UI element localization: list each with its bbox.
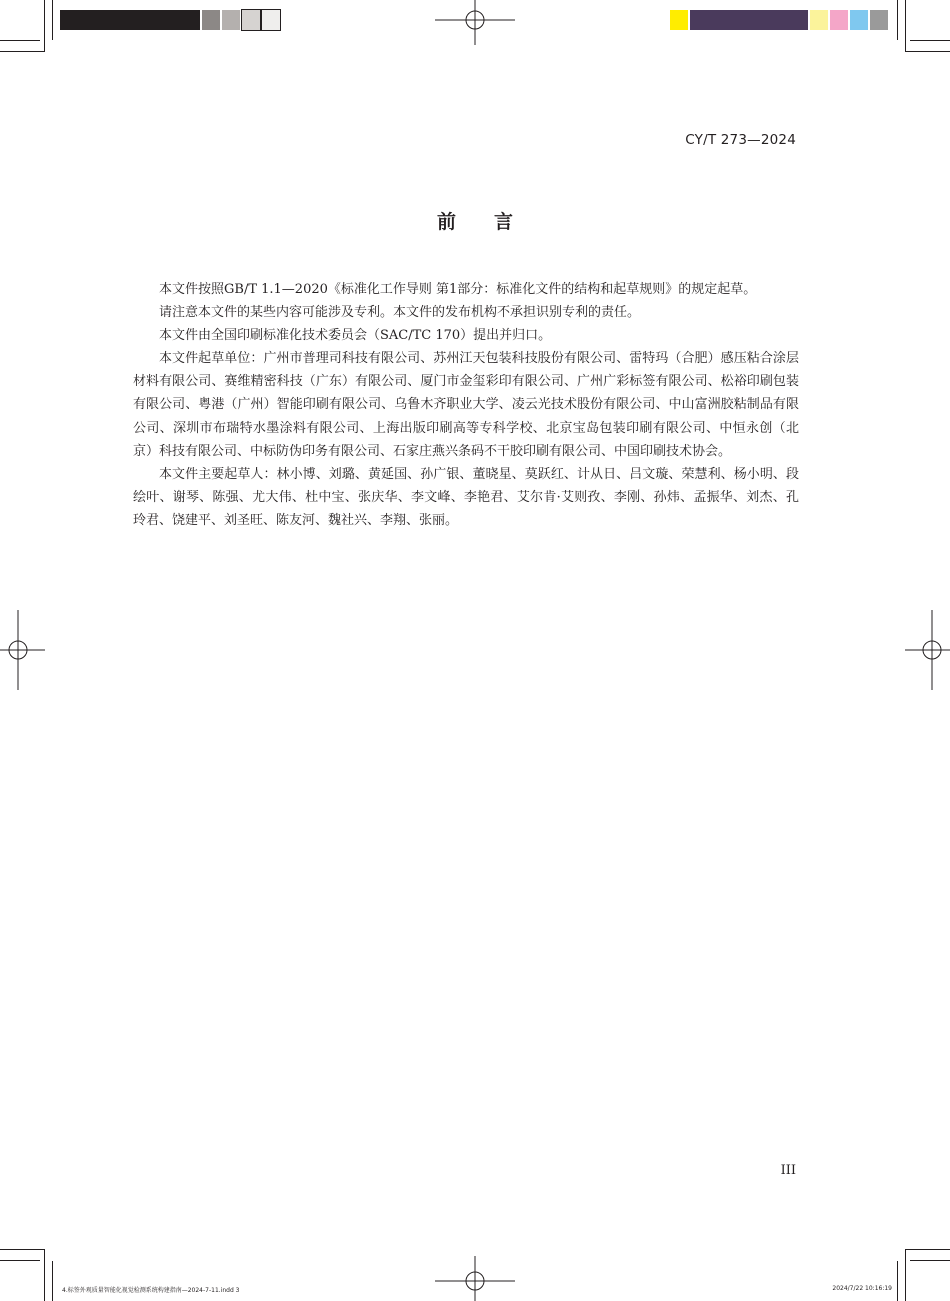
- color-bar-swatch: [810, 10, 828, 30]
- color-bar-swatch: [242, 10, 260, 30]
- crop-mark-top-left-horizontal-inner: [0, 40, 40, 41]
- paragraph-drafting-rules: 本文件按照GB/T 1.1—2020《标准化工作导则 第1部分：标准化文件的结构和起草规则》的规定起草。: [159, 282, 757, 297]
- crop-mark-top-right-vertical-inner: [897, 0, 898, 40]
- registration-mark-bottom: [435, 1256, 515, 1301]
- color-bar-swatch: [850, 10, 868, 30]
- page-number: III: [780, 1163, 796, 1178]
- page-title: 前言: [436, 211, 551, 233]
- paragraph-proposer: 本文件由全国印刷标准化技术委员会（SAC/TC 170）提出并归口。: [159, 328, 552, 344]
- crop-mark-top-right-horizontal-inner: [910, 40, 950, 41]
- crop-mark-bottom-right-vertical: [905, 1249, 906, 1301]
- document-code: CY/T 273—2024: [685, 132, 796, 148]
- crop-mark-top-right-vertical: [905, 0, 906, 52]
- crop-mark-top-right-horizontal: [905, 51, 950, 52]
- paragraph-drafters: 本文件主要起草人：林小博、刘璐、黄延国、孙广银、董晓星、莫跃红、计从日、吕文璇、荣慧利、杨小明、段绘叶、谢琴、陈强、尤大伟、杜中宝、张庆华、李文峰、李艳君、艾尔肯·艾则孜、李刚、孙炜、孟振华、刘杰、孔玲君、饶建平、刘圣旺、陈友河、魏社兴、李翔、张丽。: [133, 466, 799, 528]
- footer-file-info: 4.标签外观质量智能化视觉检测系统构建指南—2024-7-11.indd 3: [62, 1287, 240, 1294]
- crop-mark-bottom-left-horizontal: [0, 1249, 45, 1250]
- footer-timestamp: 2024/7/22 10:16:19: [832, 1285, 892, 1292]
- paragraph-patent-notice: 请注意本文件的某些内容可能涉及专利。本文件的发布机构不承担识别专利的责任。: [159, 305, 641, 321]
- crop-mark-bottom-left-vertical-inner: [52, 1261, 53, 1301]
- paragraph-drafting-organizations: 本文件起草单位：广州市普理司科技有限公司、苏州江天包装科技股份有限公司、雷特玛（合肥）感压粘合涂层材料有限公司、赛维精密科技（广东）有限公司、厦门市金玺彩印有限公司、广州广彩标签有限公司、松裕印刷包装有限公司、粤港（广州）智能印刷有限公司、乌鲁木齐职业大学、凌云光技术股份有限公司、中山富洲胶粘制品有限公司、深圳市布瑞特水墨涂料有限公司、上海出版印刷高等专科学校、北京宝岛包装印刷有限公司、中恒永创（北京）科技有限公司、中标防伪印务有限公司、石家庄燕兴条码不干胶印刷有限公司、中国印刷技术协会。: [133, 351, 799, 459]
- crop-mark-bottom-left-vertical: [44, 1249, 45, 1301]
- color-bar-swatch: [262, 10, 280, 30]
- crop-mark-top-left-vertical-inner: [52, 0, 53, 40]
- color-bar-swatch: [870, 10, 888, 30]
- registration-mark-top: [435, 0, 515, 45]
- color-bar-swatch: [60, 10, 200, 30]
- crop-mark-bottom-right-vertical-inner: [897, 1261, 898, 1301]
- crop-mark-bottom-right-horizontal-inner: [910, 1260, 950, 1261]
- color-bar-swatch: [202, 10, 220, 30]
- foreword-body: [133, 278, 799, 532]
- registration-mark-left: [0, 610, 45, 690]
- crop-mark-top-left-horizontal: [0, 51, 45, 52]
- crop-mark-bottom-right-horizontal: [905, 1249, 950, 1250]
- color-bar-swatch: [830, 10, 848, 30]
- color-bar-swatch: [690, 10, 808, 30]
- crop-mark-bottom-left-horizontal-inner: [0, 1260, 40, 1261]
- color-bar-swatch: [222, 10, 240, 30]
- registration-mark-right: [905, 610, 950, 690]
- color-bar-swatch: [670, 10, 688, 30]
- crop-mark-top-left-vertical: [44, 0, 45, 52]
